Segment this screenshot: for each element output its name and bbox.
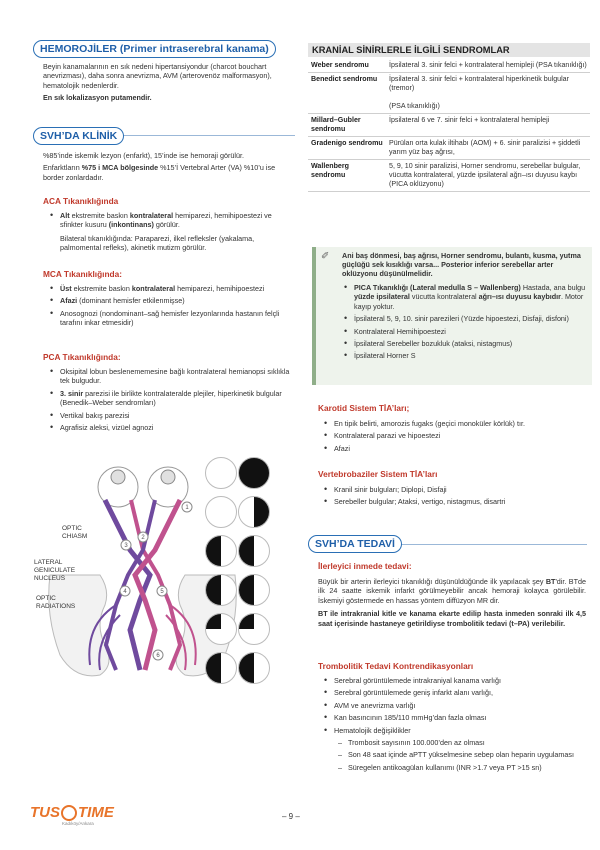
marker-4: 4 — [123, 589, 127, 595]
field-right-4 — [238, 574, 270, 606]
contraindication-item: • Serebral görüntülemede intrakraniyal kanama varlığı — [322, 676, 587, 685]
syndrome-name: Gradenigo sendromu — [308, 137, 386, 160]
vb-title: Vertebrobaziler Sistem TİA’ları — [318, 469, 438, 479]
field-left-6 — [205, 652, 237, 684]
syndromes-table — [308, 59, 590, 192]
hemorrhage-title: HEMOROJİLER (Primer intraserebral kanama) — [33, 40, 276, 58]
treat-p2: BT ile intrakranial kitle ve kanama ekarte edilip hasta inmeden sonraki ilk 4,5 saat içerisinde hastaneye getirildiyse trombolitik tedavi (t–PA) verilebilir. — [318, 609, 586, 628]
pca-item-1: • Oksipital lobun beslenememesine bağlı kontralateral hemianopsi sıklıkla tek bulgudur. — [48, 367, 293, 386]
aca-bilateral: Bilateral tıkanıklığında: Paraparezi, ilkel refleksler (yakalama, palmomental refleks), akinetik mutizm görülür. — [60, 233, 255, 253]
pica-list — [342, 283, 587, 364]
syndrome-row — [308, 137, 590, 160]
label-lgn: LATERAL GENICULATE NUCLEUS — [34, 559, 76, 582]
treat-p1: Büyük bir arterin ilerleyici tıkanıklığı düşünüldüğünde ilk yapılacak şey BT'dir. BTde ilk 24 saatte iskemik infarkt görülmeyebilir ancak hemoraji kolayca görülebilir. İskemiyi göstermede en hassas yöntem diffüzyon MR dir. — [318, 577, 586, 605]
pica-box — [312, 247, 592, 385]
hematologic-subitem: – Süregelen antikoagülan kullanımı (INR >1.7 veya PT >15 sn) — [336, 763, 587, 772]
hemorrhage-location: En sık lokalizasyon putamendir. — [43, 93, 152, 103]
hematologic-subitem: – Trombosit sayısının 100.000’den az olması — [336, 738, 587, 747]
pca-item-3: • Vertikal bakış parezisi — [48, 411, 293, 420]
pca-item-2: • 3. sinir parezisi ile birlikte kontralateralde plejiler, hiperkinetik bulgular (Benedik–Weber sendromları) — [48, 389, 293, 408]
carotid-title: Karotid Sistem TİA’ları; — [318, 403, 410, 413]
pica-intro: Ani baş dönmesi, baş ağrısı, Horner sendromu, bulantı, kusma, yutma güçlüğü sek kısıklığı varsa... Posterior inferior serebellar arter oklüzyonu düşünülmelidir. — [342, 251, 581, 279]
svh-clinic-rule — [110, 135, 295, 136]
marker-1: 1 — [185, 505, 189, 511]
marker-6: 6 — [156, 653, 160, 659]
field-right-3 — [238, 535, 270, 567]
field-left-4 — [205, 574, 237, 606]
marker-2: 2 — [141, 535, 145, 541]
syndrome-row — [308, 114, 590, 137]
syndrome-row — [308, 59, 590, 73]
pica-item-3: • Kontralateral Hemihipoestezi — [342, 327, 587, 336]
syndromes-title: KRANİAL SİNİRLERLE İLGİLİ SENDROMLAR — [308, 43, 590, 57]
logo-subtitle: Kadıköy/Ankara — [62, 821, 94, 826]
syndrome-name: Wallenberg sendromu — [308, 160, 386, 192]
aca-title: ACA Tıkanıklığında — [43, 196, 119, 206]
svh-clinic-title: SVH’DA KLİNİK — [33, 127, 124, 145]
marker-3: 3 — [124, 543, 128, 549]
mca-title: MCA Tıkanıklığında: — [43, 269, 122, 279]
mca-list — [48, 284, 293, 331]
pica-item-5: • İpsilateral Horner S — [342, 351, 587, 360]
field-right-1 — [238, 457, 270, 489]
pica-item-1: • PICA Tıkanıklığı (Lateral medulla S – Wallenberg) Hastada, ana bulgu yüzde ipsilateral vücutta kontralateral ağrı–ısı duyusu kaybıdır. Motor kayıp yoktur. — [342, 283, 587, 311]
syndrome-desc: İpsilateral 3. sinir felci + kontralateral hiperkinetik bulgular (tremor) (PSA tıkanıklığı) — [386, 73, 590, 114]
field-left-1 — [205, 457, 237, 489]
thrombolytic-ci-list — [322, 676, 587, 775]
svh-treat-rule — [395, 544, 587, 545]
hemorrhage-text — [43, 62, 288, 103]
field-right-6 — [238, 652, 270, 684]
syndrome-desc: İpsilateral 3. sinir felci + kontralateral hemipleji (PSA tıkanıklığı) — [386, 59, 590, 73]
carotid-item-2: • Kontralateral parazi ve hipoestezi — [322, 431, 587, 440]
contraindication-item: • AVM ve anevrizma varlığı — [322, 701, 587, 710]
vb-list — [322, 485, 587, 510]
visual-field-right-column — [238, 457, 270, 691]
field-left-2 — [205, 496, 237, 528]
svh-clinic-p1: %85’inde iskemik lezyon (enfarkt), 15’inde ise hemoraji görülür. — [43, 151, 244, 160]
svh-treat-title: SVH’DA TEDAVİ — [308, 535, 402, 553]
syndrome-desc: Pürülan orta kulak iltihabı (AOM) + 6. sinir paralizisi + şiddetli yarım yüz baş ağrısı, — [386, 137, 590, 160]
contraindication-item: • Hematolojik değişiklikler — [322, 726, 587, 735]
pica-item-4: • İpsilateral Serebeller bozukluk (ataksi, nistagmus) — [342, 339, 587, 348]
vb-item-1: • Kranil sinir bulguları; Diplopi, Disfaji — [322, 485, 587, 494]
field-right-5 — [238, 613, 270, 645]
syndrome-desc: 5, 9, 10 sinir paralizisi, Horner sendromu, serebellar bulgular, vücutta kontralateral, yüzde ipsilateral ağrı–ısı duyusu kaybı (PICA oklüzyonu) — [386, 160, 590, 192]
carotid-item-1: • En tipik belirti, amorozis fugaks (geçici monoküler körlük) tır. — [322, 419, 587, 428]
progressive-stroke-text — [318, 577, 586, 628]
syndrome-name: Benedict sendromu — [308, 73, 386, 114]
label-optic-radiations: OPTIC RADIATIONS — [36, 595, 76, 610]
field-right-2 — [238, 496, 270, 528]
vb-item-2: • Serebeller bulgular; Ataksi, vertigo, nistagmus, disartri — [322, 497, 587, 506]
pca-list — [48, 367, 293, 435]
contraindication-item: • Serebral görüntülemede geniş infarkt alanı varlığı, — [322, 688, 587, 697]
tustime-logo: TUS TIME — [30, 804, 114, 821]
thrombolytic-ci-title: Trombolitik Tedavi Kontrendikasyonları — [318, 661, 474, 671]
marker-5: 5 — [160, 589, 164, 595]
carotid-list — [322, 419, 587, 456]
progressive-stroke-title: İlerleyici inmede tedavi: — [318, 561, 412, 571]
hematologic-subitem: – Son 48 saat içinde aPTT yükselmesine sebep olan heparin uygulaması — [336, 750, 587, 759]
pca-title: PCA Tıkanıklığında: — [43, 352, 121, 362]
field-left-5 — [205, 613, 237, 645]
mca-item-3: • Anosognozi (nondominant–sağ hemisfer lezyonlarında hastanın felçli tarafını inkar etmesidir) — [48, 309, 293, 328]
syndrome-row — [308, 160, 590, 192]
aca-item: • Alt ekstremite baskın kontralateral hemiparezi, hemihipoestezi ve sfinkter kusuru (inkontinans) görülür. — [48, 211, 293, 230]
hemorrhage-paragraph: Beyin kanamalarının en sık nedeni hipertansiyondur (charcot bouchart anevrizması), daha sonra anevrizma, AVM (arterovenöz malformasyon), hematolojik nedenlerdir. — [43, 62, 272, 90]
label-optic-chiasm: OPTIC CHIASM — [62, 525, 88, 540]
svh-clinic-p2: Enfarktların %75 i MCA bölgesinde %15’İ Vertebral Arter (VA) %10’u ise border zonlardadır. — [43, 163, 276, 182]
syndrome-name: Millard–Gubler sendromu — [308, 114, 386, 137]
visual-field-left-column — [205, 457, 237, 691]
pca-item-4: • Agrafisiz aleksi, vizüel agnozi — [48, 423, 293, 432]
pica-item-2: • İpsilateral 5, 9, 10. sinir parezileri (Yüzde hipoestezi, Disfaji, disfoni) — [342, 314, 587, 323]
field-left-3 — [205, 535, 237, 567]
syndrome-desc: İpsilateral 6 ve 7. sinir felci + kontralateral hemipleji — [386, 114, 590, 137]
page-number: – 9 – — [282, 812, 300, 821]
svh-clinic-text — [43, 151, 291, 182]
mca-item-1: • Üst ekstremite baskın kontralateral hemiparezi, hemihipoestezi — [48, 284, 293, 293]
carotid-item-3: • Afazi — [322, 444, 587, 453]
aca-list — [48, 211, 293, 253]
syndrome-name: Weber sendromu — [308, 59, 386, 73]
note-icon: ✐ — [321, 251, 330, 262]
mca-item-2: • Afazi (dominant hemisfer etkilenmişse) — [48, 296, 293, 305]
contraindication-item: • Kan basıncının 185/110 mmHg’dan fazla olması — [322, 713, 587, 722]
syndrome-row — [308, 73, 590, 114]
